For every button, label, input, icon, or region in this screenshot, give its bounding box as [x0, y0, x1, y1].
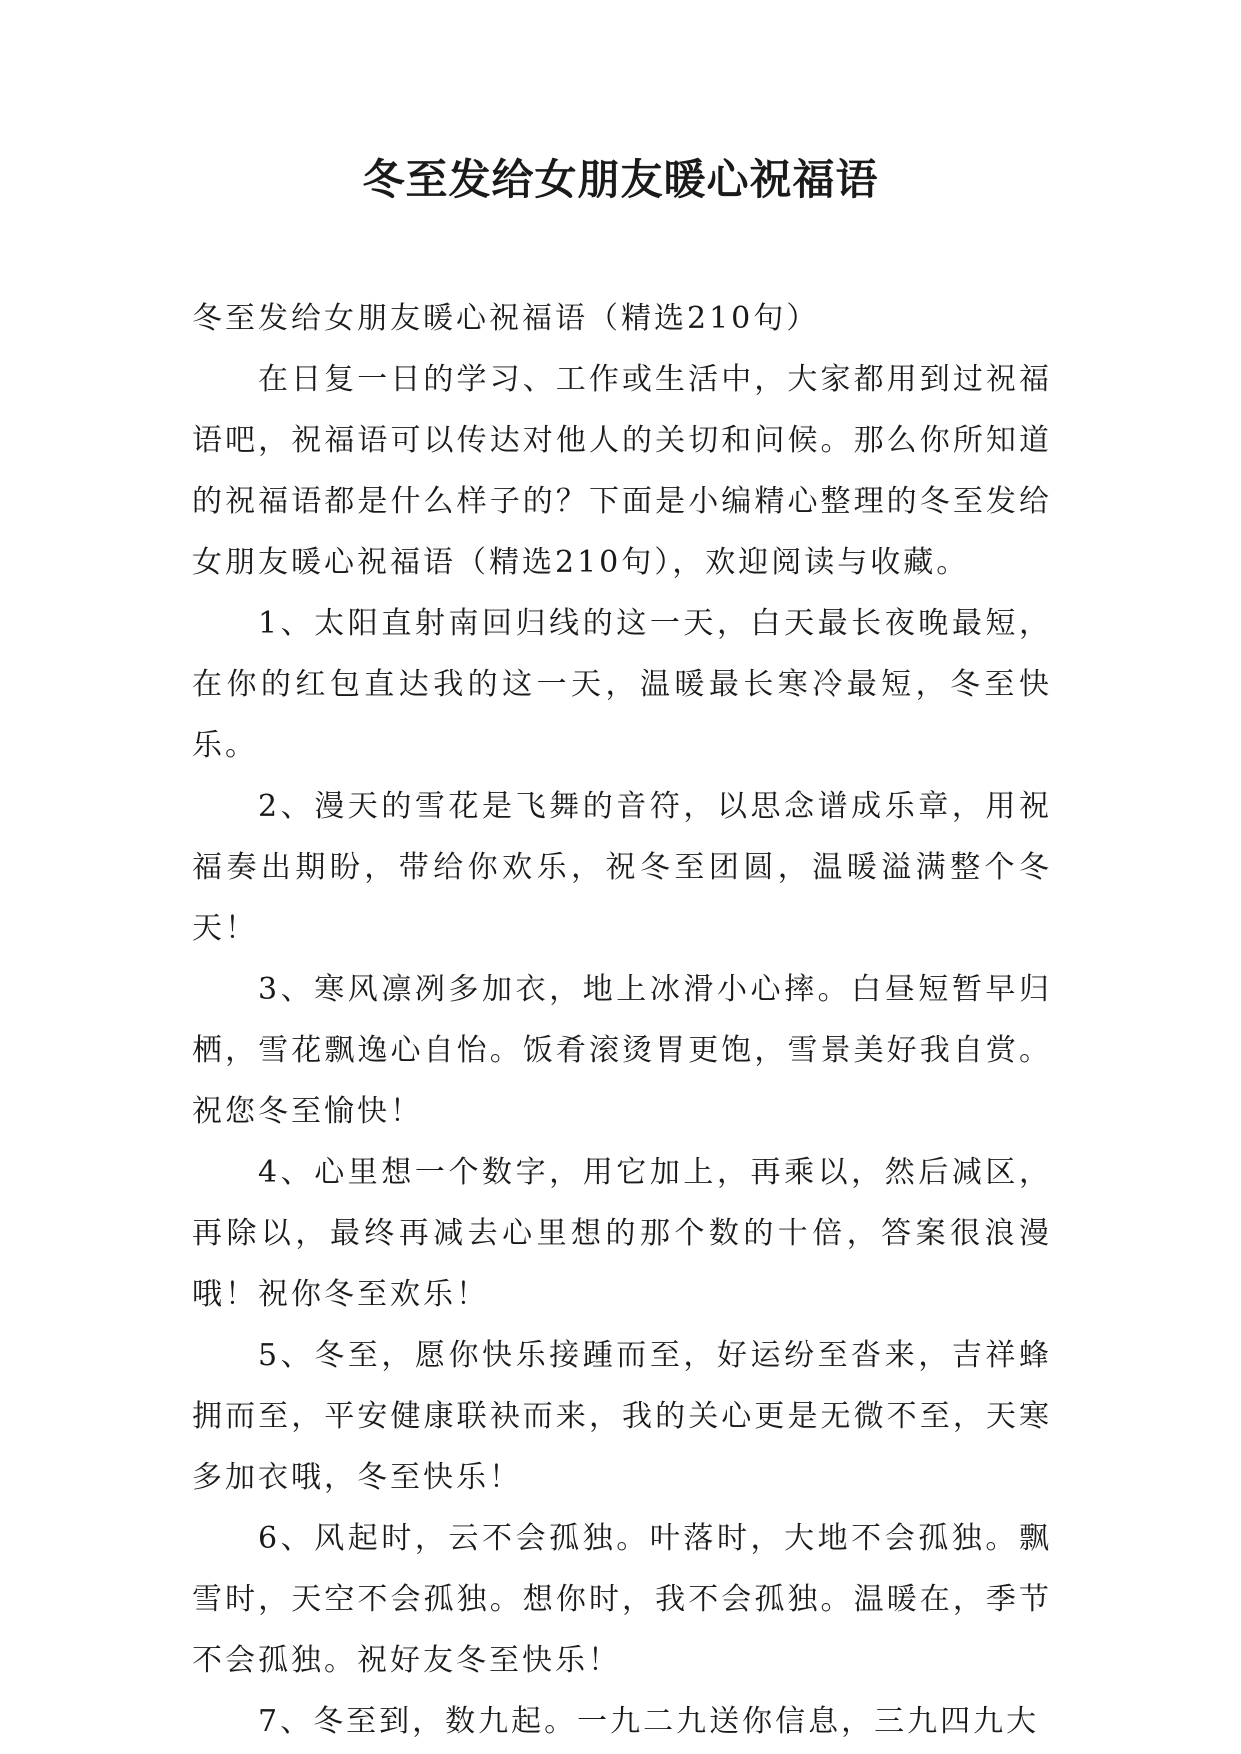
- document-title: 冬至发给女朋友暖心祝福语: [362, 155, 879, 204]
- paragraph-item-7: 7、冬至到，数九起。一九二九送你信息，三九四九大: [258, 1704, 1040, 1739]
- document-subtitle: 冬至发给女朋友暖心祝福语（精选210句）: [192, 301, 820, 336]
- paragraph-item-6: 6、风起时，云不会孤独。叶落时，大地不会孤独。飘雪时，天空不会孤独。想你时，我不会孤独。温暖在，季节不会孤独。祝好友冬至快乐！: [192, 1521, 1052, 1678]
- paragraph-item-2: 2、漫天的雪花是飞舞的音符，以思念谱成乐章，用祝福奏出期盼，带给你欢乐，祝冬至团圆，温暖溢满整个冬天！: [192, 789, 1052, 946]
- paragraph-item-4: 4、心里想一个数字，用它加上，再乘以，然后减区，再除以，最终再减去心里想的那个数的十倍，答案很浪漫哦！祝你冬至欢乐！: [192, 1155, 1052, 1312]
- document-body: [192, 288, 1052, 1752]
- paragraph-item-3: 3、寒风凛冽多加衣，地上冰滑小心摔。白昼短暂早归栖，雪花飘逸心自怡。饭肴滚烫胃更饱，雪景美好我自赏。祝您冬至愉快！: [192, 972, 1052, 1129]
- paragraph-item-1: 1、太阳直射南回归线的这一天，白天最长夜晚最短，在你的红包直达我的这一天，温暖最长寒冷最短，冬至快乐。: [192, 606, 1052, 763]
- paragraph-item-5: 5、冬至，愿你快乐接踵而至，好运纷至沓来，吉祥蜂拥而至，平安健康联袂而来，我的关心更是无微不至，天寒多加衣哦，冬至快乐！: [192, 1338, 1052, 1495]
- paragraph-intro: 在日复一日的学习、工作或生活中，大家都用到过祝福语吧，祝福语可以传达对他人的关切和问候。那么你所知道的祝福语都是什么样子的？下面是小编精心整理的冬至发给女朋友暖心祝福语（精选210句），欢迎阅读与收藏。: [192, 362, 1052, 580]
